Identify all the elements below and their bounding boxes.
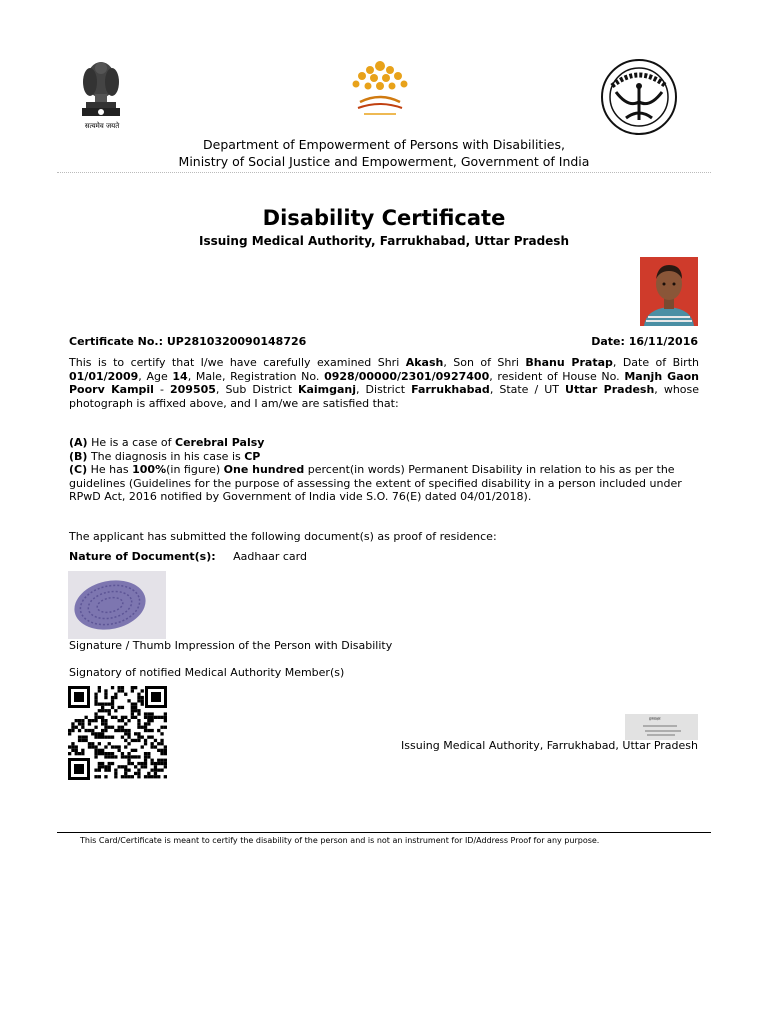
pin-code: 209505 bbox=[169, 383, 216, 396]
disability-percent-words: One hundred bbox=[223, 463, 305, 476]
nature-label: Nature of Document(s): bbox=[69, 550, 216, 563]
signature-thumb-label: Signature / Thumb Impression of the Person with Disability bbox=[69, 639, 393, 652]
certificate-number-label: Certificate No.: bbox=[69, 335, 163, 348]
program-logo bbox=[344, 58, 416, 120]
certificate-title: Disability Certificate bbox=[262, 206, 506, 230]
clause-c bbox=[69, 463, 699, 504]
text: He is a case of bbox=[87, 436, 176, 449]
thumb-impression-image bbox=[68, 571, 166, 639]
text: , District bbox=[356, 383, 412, 396]
text: , Age bbox=[138, 369, 173, 383]
disability-clauses bbox=[69, 436, 699, 504]
sub-district: Kaimganj bbox=[297, 383, 357, 396]
proof-intro: The applicant has submitted the following document(s) as proof of residence: bbox=[69, 530, 497, 543]
department-line-2: Ministry of Social Justice and Empowerment, Government of India bbox=[178, 154, 590, 169]
up-government-seal bbox=[600, 58, 678, 136]
department-heading bbox=[0, 136, 768, 170]
text: , Son of Shri bbox=[443, 356, 526, 369]
certificate-number bbox=[69, 335, 306, 348]
registration-number: 0928/00000/2301/0927400 bbox=[324, 369, 490, 383]
district: Farrukhabad bbox=[411, 383, 490, 396]
clause-a bbox=[69, 436, 699, 450]
stamp-text: हस्ताक्षर bbox=[649, 716, 661, 721]
text: - bbox=[153, 383, 170, 396]
disability-type: Cerebral Palsy bbox=[175, 436, 265, 449]
state: Uttar Pradesh bbox=[565, 383, 655, 396]
date-label: Date: bbox=[591, 335, 625, 348]
age: 14 bbox=[172, 369, 188, 383]
text: , Male, Registration No. bbox=[187, 369, 325, 383]
disability-percent: 100% bbox=[132, 463, 167, 476]
text: , resident of House No. bbox=[489, 369, 625, 383]
text: The diagnosis in his case is bbox=[87, 449, 245, 463]
nature-value: Aadhaar card bbox=[233, 550, 307, 563]
text: (in figure) bbox=[166, 463, 224, 476]
clause-a-label: (A) bbox=[69, 436, 88, 449]
emblem-motto: सत्यमेव जयते bbox=[84, 122, 120, 130]
text: , Date of Birth bbox=[612, 356, 699, 369]
date-value: 16/11/2016 bbox=[628, 335, 698, 348]
text: , Sub District bbox=[215, 383, 298, 396]
issuing-authority-signature-label: Issuing Medical Authority, Farrukhabad, Uttar Pradesh bbox=[401, 739, 698, 752]
date-of-birth: 01/01/2009 bbox=[69, 369, 139, 383]
text: He has bbox=[87, 463, 133, 476]
text: , whose photograph is affixed above, and I am/we are satisfied that: bbox=[69, 383, 700, 410]
header-divider bbox=[57, 172, 711, 173]
footer-disclaimer: This Card/Certificate is meant to certify the disability of the person and is not an instrument for ID/Address Proof for any purpose. bbox=[80, 836, 600, 845]
nature-of-document bbox=[69, 550, 307, 563]
clause-c-label: (C) bbox=[69, 463, 88, 476]
official-stamp-image bbox=[625, 714, 698, 740]
certificate-number-value: UP2810320090148726 bbox=[166, 335, 307, 348]
department-line-1: Department of Empowerment of Persons with Disabilities, bbox=[203, 137, 565, 152]
qr-code bbox=[68, 686, 167, 780]
father-name: Bhanu Pratap bbox=[525, 356, 613, 369]
footer-divider bbox=[57, 832, 711, 833]
person-name: Akash bbox=[405, 356, 444, 369]
text: percent(in words) Permanent Disability in relation to his as per the guidelines (Guidelines for the purpose of assessing the extent of specified disability in a person included under RPwD Act, 2016 notified by Government of India vide S.O. 76(E) dated 04/01/2018). bbox=[69, 463, 682, 503]
clause-b-label: (B) bbox=[69, 449, 88, 463]
issuing-authority-subtitle: Issuing Medical Authority, Farrukhabad, Uttar Pradesh bbox=[199, 234, 569, 248]
certification-paragraph bbox=[69, 356, 699, 410]
text: , State / UT bbox=[489, 383, 566, 396]
diagnosis: CP bbox=[244, 449, 261, 463]
national-emblem-logo bbox=[78, 58, 124, 132]
clause-b bbox=[69, 450, 699, 464]
house-address: Manjh Gaon Poorv Kampil bbox=[69, 369, 699, 396]
text: This is to certify that I/we have carefully examined Shri bbox=[69, 356, 406, 369]
signatory-label: Signatory of notified Medical Authority Member(s) bbox=[69, 666, 345, 679]
applicant-photo bbox=[640, 257, 698, 326]
certificate-date bbox=[591, 335, 698, 348]
